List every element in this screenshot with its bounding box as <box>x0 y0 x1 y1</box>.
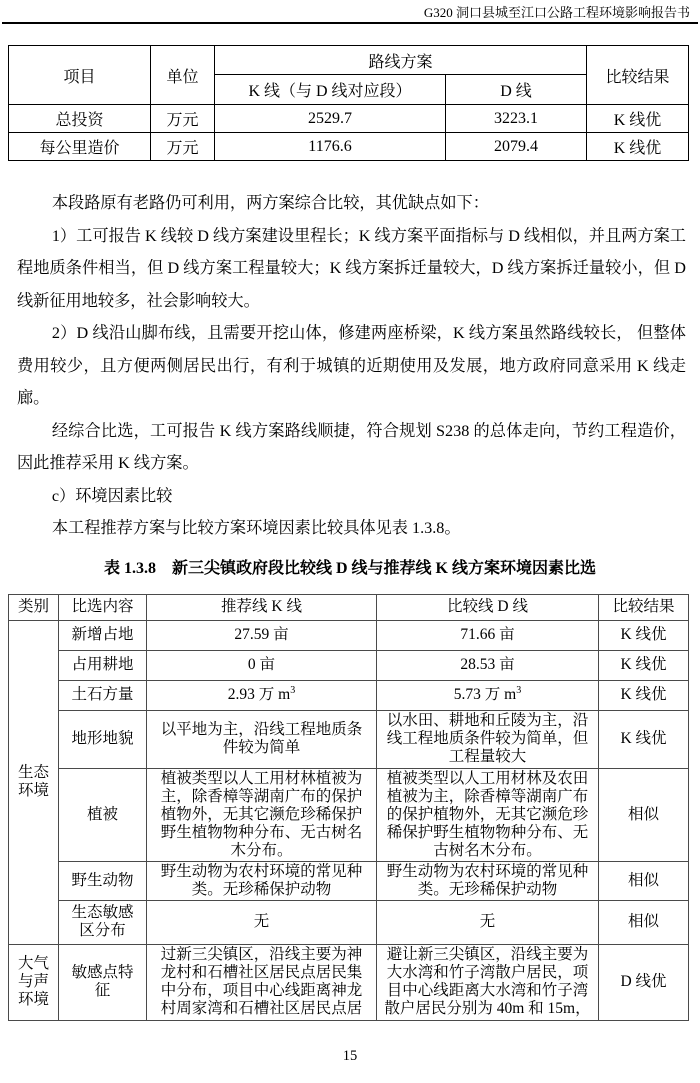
report-title: G320 洞口县城至江口公路工程环境影响报告书 <box>423 5 690 20</box>
cost-header-k-line: K 线（与 D 线对应段） <box>215 75 446 105</box>
cost-header-row-1 <box>9 46 689 75</box>
env-d-cell: 以水田、耕地和丘陵为主，沿线工程地质条件较为简单，但工程量较大 <box>377 710 599 768</box>
env-category-air-noise: 大气与声环境 <box>9 944 59 1020</box>
env-result-cell: 相似 <box>599 768 689 861</box>
env-d-cell <box>377 680 599 710</box>
env-row-sensitive-points <box>9 944 689 1020</box>
env-row-earthwork <box>9 680 689 710</box>
cost-item-cell: 每公里造价 <box>9 133 151 161</box>
cost-header-scheme: 路线方案 <box>215 46 587 75</box>
cost-header-result: 比较结果 <box>587 46 689 105</box>
env-row-vegetation <box>9 768 689 861</box>
earthwork-k-exponent: 3 <box>290 684 296 696</box>
env-k-cell: 无 <box>147 900 377 944</box>
cost-k-cell: 1176.6 <box>215 133 446 161</box>
page-header <box>0 0 700 20</box>
cost-header-d-line: D 线 <box>446 75 587 105</box>
cost-header-item: 项目 <box>9 46 151 105</box>
paragraph-table-ref: 本工程推荐方案与比较方案环境因素比较具体见表 1.3.8。 <box>51 519 461 537</box>
env-row-farmland <box>9 650 689 680</box>
env-result-cell: D 线优 <box>599 944 689 1020</box>
env-row-label: 植被 <box>59 768 147 861</box>
cost-item-cell: 总投资 <box>9 105 151 133</box>
earthwork-k-value: 2.93 万 m <box>227 686 291 703</box>
env-header-d-line: 比较线 D 线 <box>377 594 599 620</box>
env-result-cell: K 线优 <box>599 620 689 650</box>
paragraph-intro: 本段路原有老路仍可利用，两方案综合比较，其优缺点如下： <box>51 194 489 212</box>
env-header-row <box>9 594 689 620</box>
cost-comparison-table <box>8 45 689 161</box>
env-header-result: 比较结果 <box>599 594 689 620</box>
env-header-content: 比选内容 <box>59 594 147 620</box>
env-k-cell: 以平地为主，沿线工程地质条件较为简单 <box>147 710 377 768</box>
page-number: 15 <box>342 1048 358 1064</box>
env-k-cell: 过新三尖镇区，沿线主要为神龙村和石槽社区居民点居民集中分布，项目中心线距离神龙村周家湾和石槽社区居民点居 <box>147 944 377 1020</box>
header-rule <box>2 22 698 24</box>
env-d-cell: 避让新三尖镇区，沿线主要为大水湾和竹子湾散户居民，项目中心线距离大水湾和竹子湾散户居民分别为 40m 和 15m， <box>377 944 599 1020</box>
env-result-cell: K 线优 <box>599 710 689 768</box>
paragraph-point-1: 1）工可报告 K 线较 D 线方案建设里程长；K 线方案平面指标与 D 线相似，并且两方案工程地质条件相当，但 D 线方案工程量较大；K 线方案拆迁量较大，D 线方案拆迁量较小，但 D 线新征用地较多，社会影响较大。 <box>17 226 686 310</box>
cost-unit-cell: 万元 <box>151 105 215 133</box>
env-d-cell: 71.66 亩 <box>377 620 599 650</box>
env-factors-table <box>8 594 689 1021</box>
env-d-cell: 28.53 亩 <box>377 650 599 680</box>
env-result-cell: 相似 <box>599 900 689 944</box>
env-k-cell: 植被类型以人工用材林植被为主，除香樟等湖南广布的保护植物外，无其它濒危珍稀保护野生植物物种分布、无古树名木分布。 <box>147 768 377 861</box>
env-d-cell: 植被类型以人工用材林及农田植被为主，除香樟等湖南广布的保护植物外，无其它濒危珍稀保护野生植物物种分布、无古树名木分布。 <box>377 768 599 861</box>
env-row-label: 生态敏感区分布 <box>59 900 147 944</box>
env-k-cell: 野生动物为农村环境的常见种类。无珍稀保护动物 <box>147 861 377 900</box>
env-result-cell: K 线优 <box>599 680 689 710</box>
env-row-label: 野生动物 <box>59 861 147 900</box>
env-result-cell: 相似 <box>599 861 689 900</box>
paragraph-section-c: c）环境因素比较 <box>51 486 173 505</box>
env-k-cell: 27.59 亩 <box>147 620 377 650</box>
cost-d-cell: 2079.4 <box>446 133 587 161</box>
env-category-ecology: 生态环境 <box>9 620 59 944</box>
cost-d-cell: 3223.1 <box>446 105 587 133</box>
cost-k-cell: 2529.7 <box>215 105 446 133</box>
env-row-label: 敏感点特征 <box>59 944 147 1020</box>
env-d-cell: 野生动物为农村环境的常见种类。无珍稀保护动物 <box>377 861 599 900</box>
cost-row-total-investment <box>9 105 689 133</box>
env-row-wildlife <box>9 861 689 900</box>
cost-result-cell: K 线优 <box>587 133 689 161</box>
env-row-label: 地形地貌 <box>59 710 147 768</box>
env-row-terrain <box>9 710 689 768</box>
env-k-cell: 0 亩 <box>147 650 377 680</box>
env-row-label: 占用耕地 <box>59 650 147 680</box>
body-text <box>17 187 686 545</box>
env-row-label: 新增占地 <box>59 620 147 650</box>
cost-unit-cell: 万元 <box>151 133 215 161</box>
env-k-cell <box>147 680 377 710</box>
earthwork-d-value: 5.73 万 m <box>453 686 517 703</box>
table-caption: 表 1.3.8 新三尖镇政府段比较线 D 线与推荐线 K 线方案环境因素比选 <box>103 559 596 577</box>
paragraph-point-2: 2）D 线沿山脚布线，且需要开挖山体，修建两座桥梁，K 线方案虽然路线较长， 但整体费用较少，且方便两侧居民出行，有利于城镇的近期使用及发展，地方政府同意采用 K 线走廊。 <box>17 324 686 407</box>
env-row-sensitive-area <box>9 900 689 944</box>
cost-header-unit: 单位 <box>151 46 215 105</box>
env-header-category: 类别 <box>9 594 59 620</box>
cost-row-per-km <box>9 133 689 161</box>
env-row-new-land <box>9 620 689 650</box>
paragraph-conclusion: 经综合比选，工可报告 K 线方案路线顺捷，符合规划 S238 的总体走向，节约工程造价，因此推荐采用 K 线方案。 <box>17 421 686 472</box>
env-result-cell: K 线优 <box>599 650 689 680</box>
cost-result-cell: K 线优 <box>587 105 689 133</box>
env-row-label: 土石方量 <box>59 680 147 710</box>
earthwork-d-exponent: 3 <box>516 684 522 696</box>
env-header-k-line: 推荐线 K 线 <box>147 594 377 620</box>
env-d-cell: 无 <box>377 900 599 944</box>
